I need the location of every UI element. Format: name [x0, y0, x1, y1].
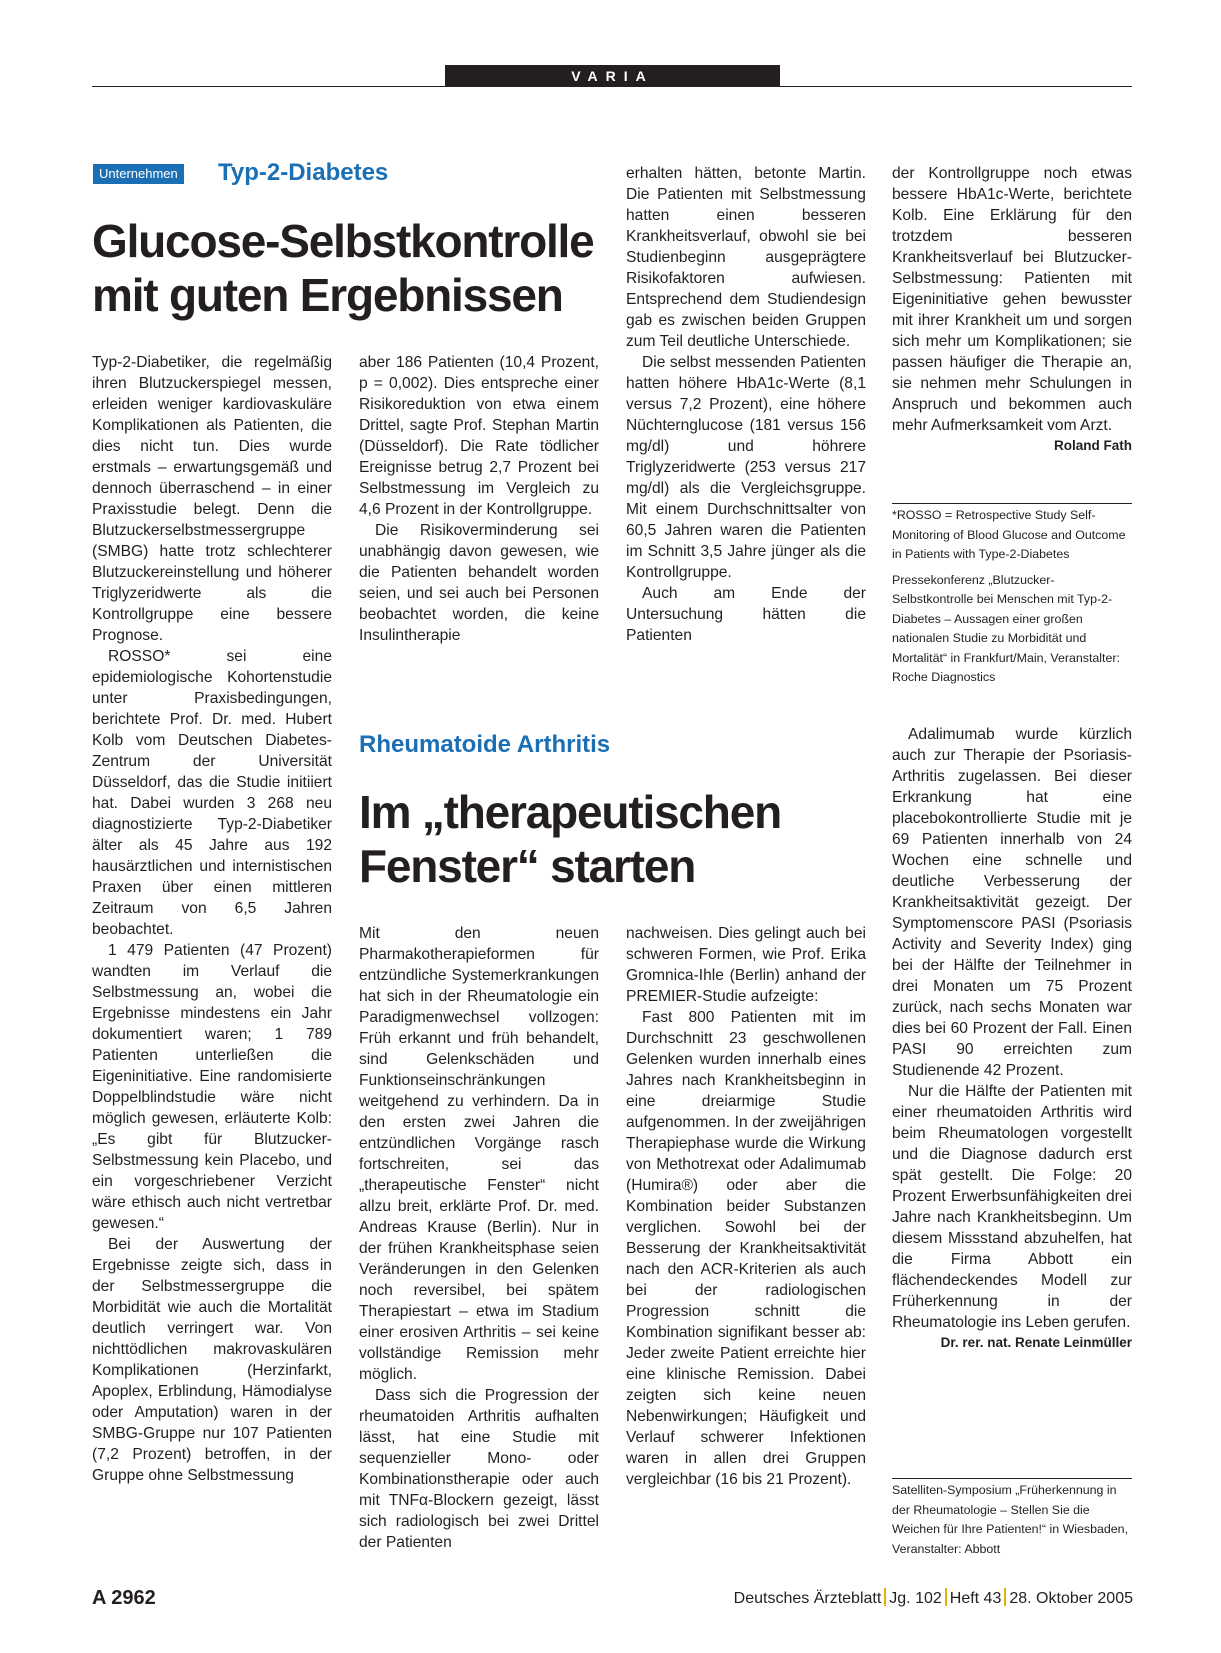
- article2-column-4: [892, 724, 1132, 1353]
- paragraph: Die selbst messenden Patienten hatten höhere HbA1c-Werte (8,1 versus 7,2 Prozent), eine höhere Nüchternglucose (181 versus 156 mg/dl) und höhrere Triglyzeridwerte (253 versus 217 mg/dl) als die Vergleichsgruppe. Mit einem Durchschnittsalter von 60,5 Jahren waren die Patienten im Schnitt 3,5 Jahre jünger als die Kontrollgruppe.: [626, 354, 866, 581]
- article2-headline-line1: Im „therapeutischen: [359, 786, 781, 838]
- paragraph: Dass sich die Progression der rheumatoiden Arthritis aufhalten lässt, hat eine Studie mit sequenzieller Mono- oder Kombinationstherapie oder auch mit TNFα-Blockern gezeigt, lässt sich radiologisch bei zwei Drittel der Patienten: [359, 1387, 599, 1551]
- issue-date: 28. Oktober 2005: [1009, 1590, 1133, 1607]
- footnote: *ROSSO = Retrospective Study Self-Monitoring of Blood Glucose and Outcome in Patients with Type-2-Diabetes: [892, 508, 1126, 561]
- separator: [1004, 1588, 1006, 1606]
- article2-kicker: Rheumatoide Arthritis: [359, 731, 611, 758]
- paragraph: nachweisen. Dies gelingt auch bei schweren Formen, wie Prof. Erika Gromnica-Ihle (Berlin) anhand der PREMIER-Studie aufzeigte:: [626, 925, 866, 1005]
- article1-column-1: [92, 352, 332, 1486]
- source-note: Satelliten-Symposium „Früherkennung in der Rheumatologie – Stellen Sie die Weichen für Ihre Patienten!“ in Wiesbaden, Veranstalter: Abbott: [892, 1483, 1129, 1556]
- article2-column-2: [359, 923, 599, 1553]
- paragraph: erhalten hätten, betonte Martin. Die Patienten mit Selbstmessung hatten einen besseren Krankheitsverlauf, obwohl sie bei Studienbeginn ausgeprägtere Risikofaktoren aufwiesen. Entsprechend dem Studiendesign gab es zwischen beiden Gruppen zum Teil deutliche Unterschiede.: [626, 165, 866, 350]
- article2-headline-line2: Fenster“ starten: [359, 840, 696, 892]
- journal-footer: [734, 1588, 1133, 1609]
- issue: Heft 43: [949, 1590, 1002, 1607]
- paragraph: Nur die Hälfte der Patienten mit einer rheumatoiden Arthritis wird beim Rheumatologen vorgestellt und die Diagnose dadurch erst spät gestellt. Die Folge: 20 Prozent Erwerbsunfähigkeiten drei Jahre nach Krankheitsbeginn. Um diesem Missstand abzuhelfen, hat die Firma Abbott ein flächendeckendes Modell zur Früherkennung in der Rheumatologie ins Leben gerufen.: [892, 1083, 1132, 1331]
- paragraph: Bei der Auswertung der Ergebnisse zeigte sich, dass in der Selbstmessergruppe die Morbidität wie auch die Mortalität deutlich verringert war. Von nichttödlichen makrovaskulären Komplikationen (Herzinfarkt, Apoplex, Erblindung, Hämodialyse oder Amputation) waren in der SMBG-Gruppe nur 107 Patienten (7,2 Prozent) betroffen, in der Gruppe ohne Selbstmessung: [92, 1236, 332, 1484]
- category-badge: Unternehmen: [93, 164, 184, 184]
- article2-author: Dr. rer. nat. Renate Leinmüller: [940, 1335, 1132, 1350]
- source-rule: [892, 1478, 1132, 1479]
- article1-author: Roland Fath: [1054, 438, 1132, 453]
- article1-headline-line1: Glucose-Selbstkontrolle: [92, 215, 594, 267]
- paragraph: aber 186 Patienten (10,4 Prozent, p = 0,002). Dies entspreche einer Risikoreduktion von etwa einem Drittel, sagte Prof. Stephan Martin (Düsseldorf). Die Rate tödlicher Ereignisse betrug 2,7 Prozent bei Selbstmessung im Vergleich zu 4,6 Prozent in der Kontrollgruppe.: [359, 354, 599, 518]
- top-rule: [92, 86, 1132, 87]
- separator: [945, 1588, 947, 1606]
- paragraph: Die Risikoverminderung sei unabhängig davon gewesen, wie die Patienten behandelt worden seien, und sei auch bei Personen beobachtet worden, die keine Insulintherapie: [359, 522, 599, 644]
- paragraph: Fast 800 Patienten mit im Durchschnitt 23 geschwollenen Gelenken wurden innerhalb eines Jahres nach Krankheitsbeginn in eine dreiarmige Studie aufgenommen. In der zweijährigen Therapiephase wurde die Wirkung von Methotrexat oder Adalimumab (Humira®) oder aber die Kombination beider Substanzen verglichen. Sowohl bei der Besserung der Krankheitsaktivität nach den ACR-Kriterien als auch bei der radiologischen Progression schnitt die Kombination signifikant besser ab: Jeder zweite Patient erreichte hier eine klinische Remission. Dabei zeigten sich keine neuen Nebenwirkungen; Häufigkeit und Verlauf schwerer Infektionen waren in allen drei Gruppen vergleichbar (16 bis 21 Prozent).: [626, 1009, 866, 1488]
- paragraph: der Kontrollgruppe noch etwas bessere HbA1c-Werte, berichtete Kolb. Eine Erklärung für den trotzdem besseren Krankheitsverlauf bei Blutzucker-Selbstmessung: Patienten mit Eigeninitiative gehen bewusster mit ihrer Krankheit um und sorgen sich mehr um Komplikationen; sie passen häufiger die Therapie an, sie nehmen mehr Schulungen in Anspruch und bekommen auch mehr Aufmerksamkeit vom Arzt.: [892, 165, 1132, 434]
- separator: [884, 1588, 886, 1606]
- article1-column-2: [359, 352, 599, 646]
- paragraph: ROSSO* sei eine epidemiologische Kohortenstudie unter Praxisbedingungen, berichtete Prof. Dr. med. Hubert Kolb vom Deutschen Diabetes-Zentrum der Universität Düsseldorf, das die Studie initiiert hat. Dabei wurden 3 268 neu diagnostizierte Typ-2-Diabetiker älter als 45 Jahre aus 192 hausärztlichen und internistischen Praxen über einen mittleren Zeitraum von 6,5 Jahren beobachtet.: [92, 648, 332, 938]
- article1-headline-line2: mit guten Ergebnissen: [92, 269, 563, 321]
- article1-notes: [892, 506, 1132, 688]
- article1-column-3: [626, 163, 866, 646]
- paragraph: 1 479 Patienten (47 Prozent) wandten im Verlauf die Selbstmessung an, wobei die Ergebnisse mindestens ein Jahr dokumentiert waren; 1 789 Patienten unterließen die Eigeninitiative. Eine randomisierte Doppelblindstudie wäre nicht möglich gewesen, erläuterte Kolb: „Es gibt für Blutzucker-Selbstmessung kein Placebo, und ein vorgeschriebener Verzicht wäre ethisch auch nicht vertretbar gewesen.“: [92, 942, 332, 1232]
- paragraph: Auch am Ende der Untersuchung hätten die Patienten: [626, 585, 866, 644]
- footnote-rule: [892, 503, 1132, 504]
- source-note: Pressekonferenz „Blutzucker-Selbstkontrolle bei Menschen mit Typ-2-Diabetes – Aussagen einer großen nationalen Studie zu Morbidität und Mortalität“ in Frankfurt/Main, Veranstalter: Roche Diagnostics: [892, 572, 1120, 684]
- article1-kicker: Typ-2-Diabetes: [218, 159, 389, 186]
- article1-column-4: [892, 163, 1132, 456]
- journal-name: Deutsches Ärzteblatt: [733, 1590, 882, 1607]
- paragraph: Adalimumab wurde kürzlich auch zur Therapie der Psoriasis-Arthritis zugelassen. Bei dieser Erkrankung hat eine placebokontrollierte Studie mit je 69 Patienten innerhalb von 24 Wochen eine schnelle und deutliche Verbesserung der Krankheitsaktivität gezeigt. Der Symptomenscore PASI (Psoriasis Activity and Severity Index) ging bei der Hälfte der Teilnehmer in drei Monaten um 75 Prozent zurück, nach sechs Monaten war dies bei 60 Prozent der Fall. Einen PASI 90 erreichten zum Studienende 42 Prozent.: [892, 726, 1132, 1079]
- section-header: VARIA: [445, 65, 780, 87]
- paragraph: Typ-2-Diabetiker, die regelmäßig ihren Blutzuckerspiegel messen, erleiden weniger kardiovaskuläre Komplikationen als Patienten, die dies nicht tun. Dies wurde erstmals – erwartungsgemäß und dennoch überraschend – in einer Praxisstudie belegt. Denn die Blutzuckerselbstmessergruppe (SMBG) hatte trotz schlechterer Blutzuckereinstellung und höherer Triglyzeridwerte als die Kontrollgruppe eine bessere Prognose.: [92, 354, 332, 644]
- page-number: A 2962: [92, 1587, 156, 1609]
- article2-notes: [892, 1481, 1132, 1559]
- article2-column-3: [626, 923, 866, 1490]
- paragraph: Mit den neuen Pharmakotherapieformen für entzündliche Systemerkrankungen hat sich in der Rheumatologie ein Paradigmenwechsel vollzogen: Früh erkannt und früh behandelt, sind Gelenkschäden und Funktionseinschränkungen weitgehend zu verhindern. Da in den ersten zwei Jahren die entzündlichen Vorgänge rasch fortschreiten, sei das „therapeutische Fenster“ nicht allzu breit, erklärte Prof. Dr. med. Andreas Krause (Berlin). Nur in der frühen Krankheitsphase seien Veränderungen in den Gelenken noch reversibel, bei spätem Therapiestart – etwa im Stadium einer erosiven Arthritis – sei keine vollständige Remission mehr möglich.: [359, 925, 599, 1383]
- volume: Jg. 102: [889, 1590, 942, 1607]
